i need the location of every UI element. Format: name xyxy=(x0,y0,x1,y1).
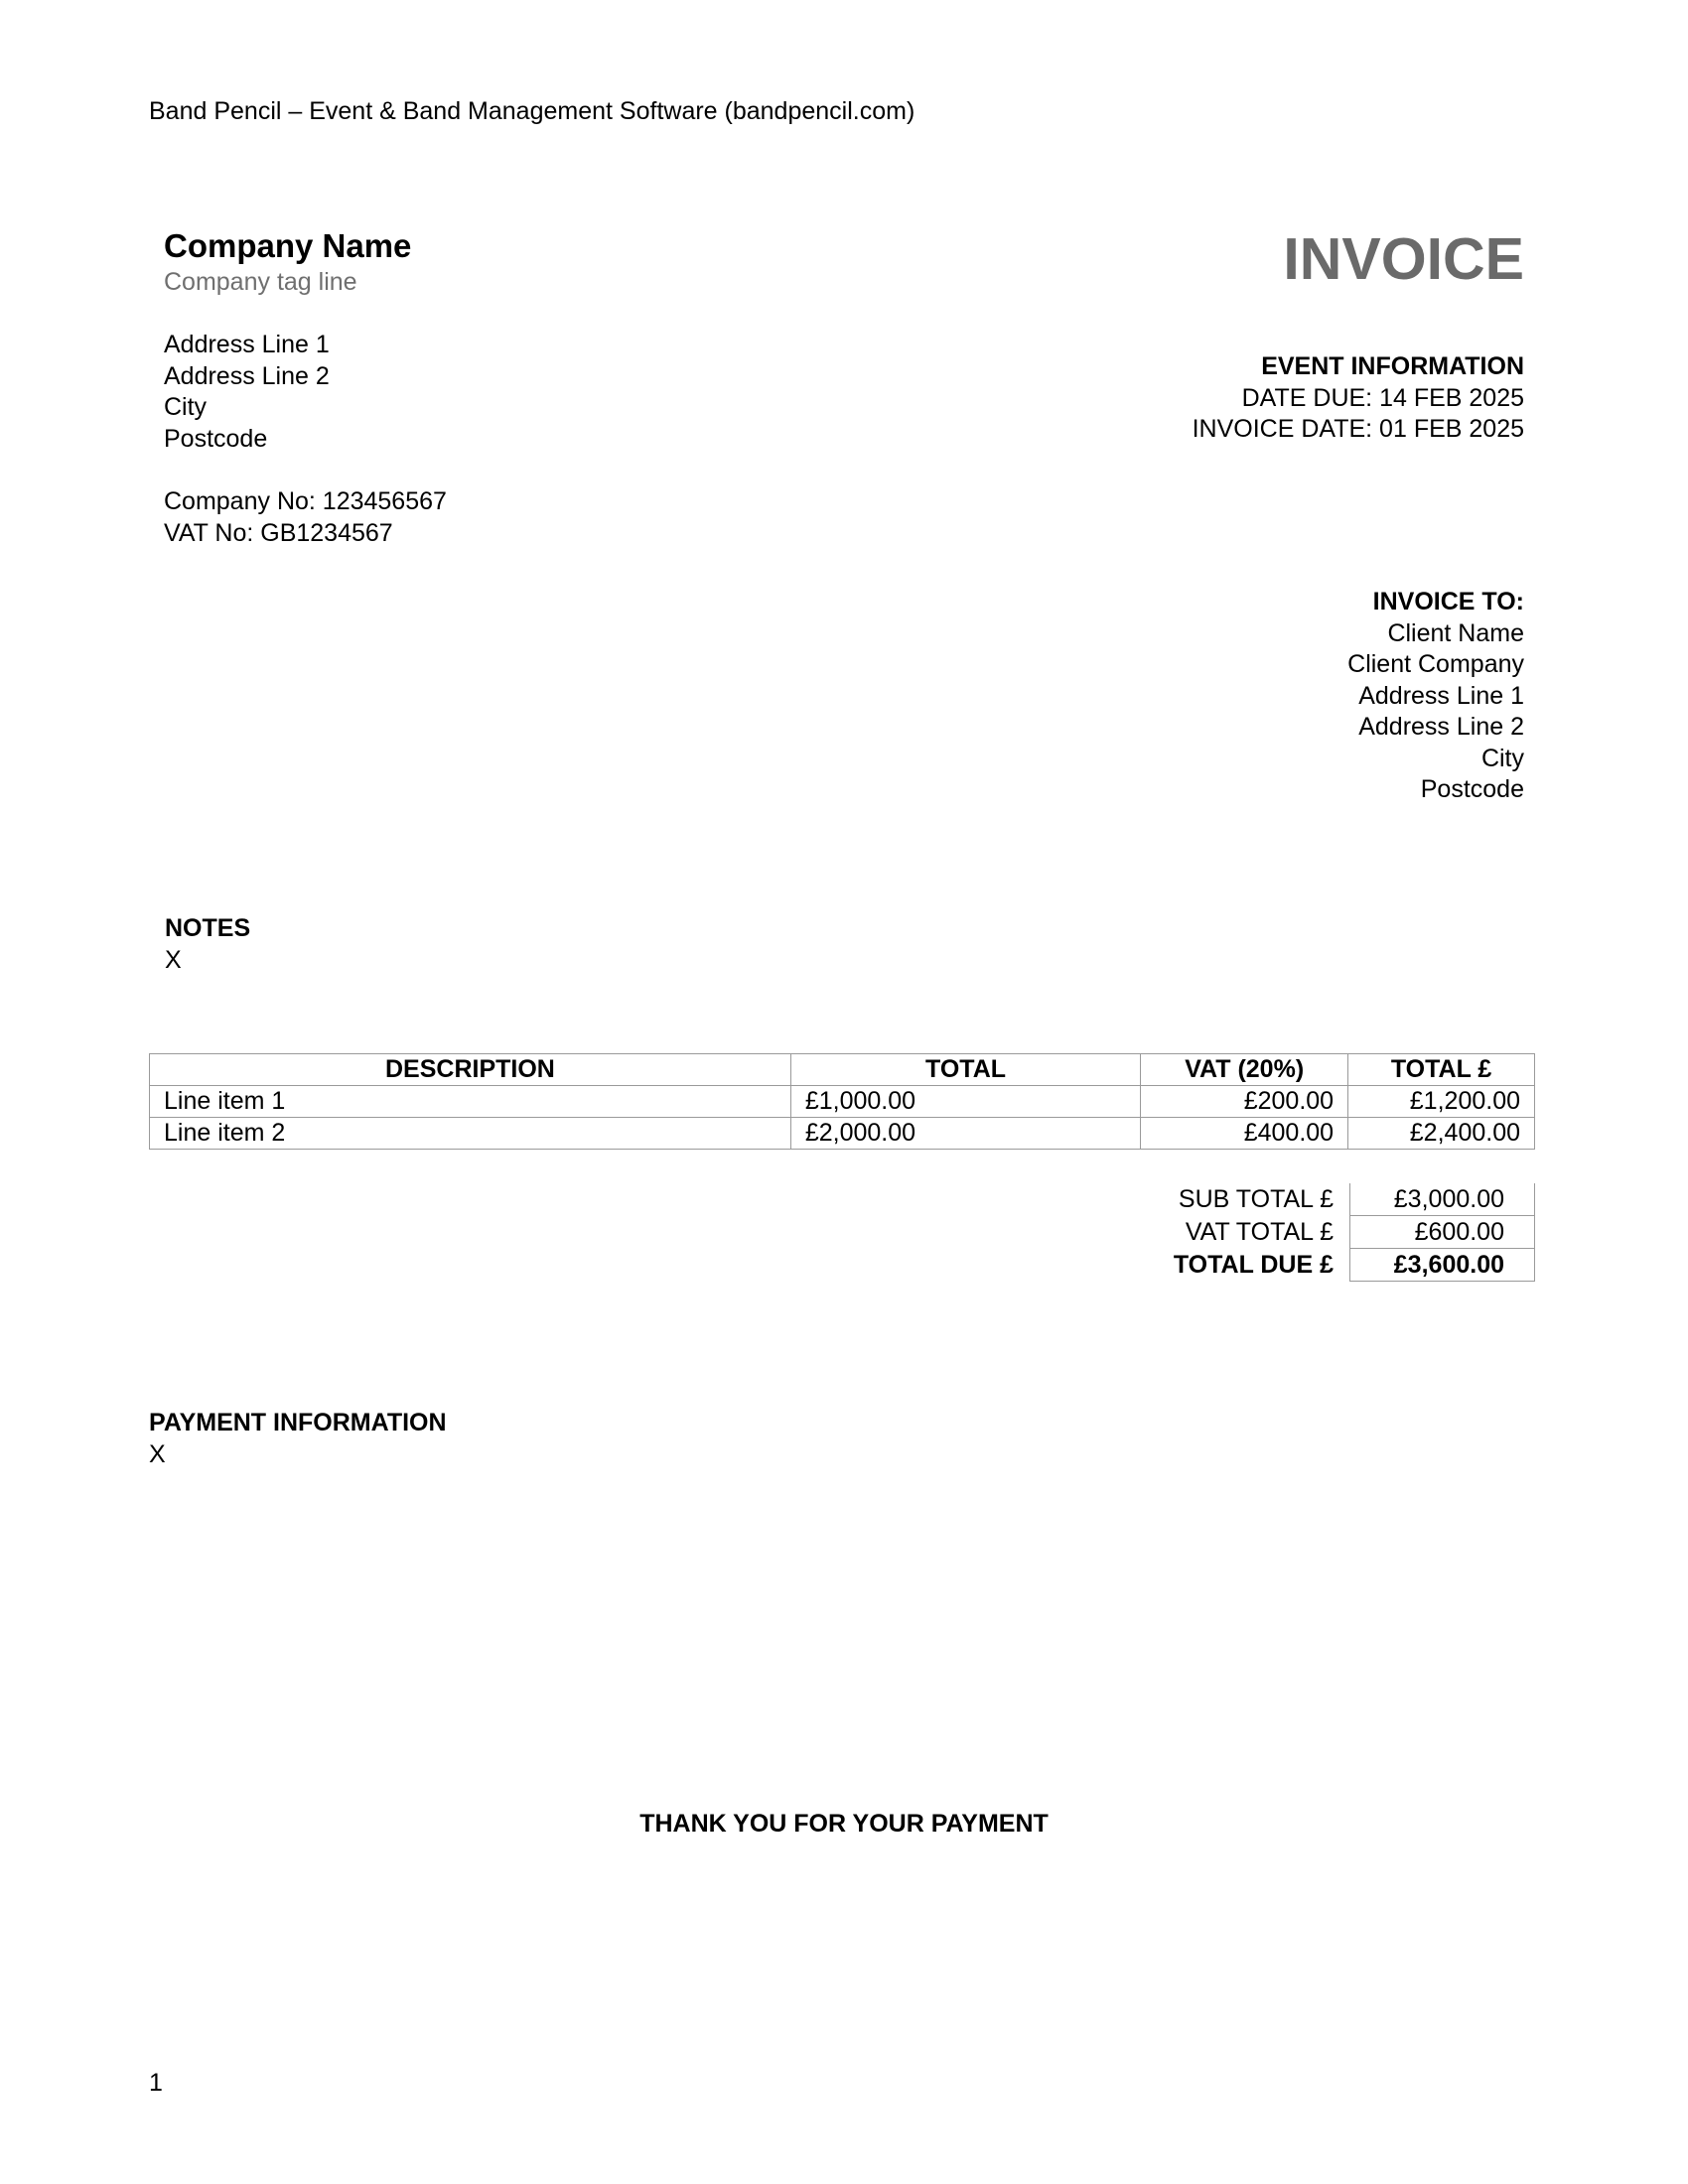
notes-section xyxy=(165,913,250,976)
vat-total-value: £600.00 xyxy=(1349,1216,1535,1249)
line-item-description: Line item 2 xyxy=(150,1118,791,1150)
event-information xyxy=(1193,351,1524,446)
client-company: Client Company xyxy=(1347,650,1524,678)
event-information-heading: EVENT INFORMATION xyxy=(1261,352,1524,380)
line-item-gross: £1,200.00 xyxy=(1348,1086,1535,1118)
line-item-vat: £400.00 xyxy=(1141,1118,1348,1150)
client-name: Client Name xyxy=(1387,618,1524,647)
line-item-gross: £2,400.00 xyxy=(1348,1118,1535,1150)
payment-information-heading: PAYMENT INFORMATION xyxy=(149,1409,447,1436)
payment-information-text: X xyxy=(149,1439,166,1468)
company-address-line-2: Address Line 2 xyxy=(164,361,330,390)
table-row xyxy=(150,1118,1535,1150)
company-number: Company No: 123456567 xyxy=(164,487,447,515)
line-items-table xyxy=(149,1053,1535,1150)
header-vat: VAT (20%) xyxy=(1141,1054,1348,1086)
line-item-description: Line item 1 xyxy=(150,1086,791,1118)
sub-total-row xyxy=(1036,1183,1535,1216)
payment-information xyxy=(149,1408,447,1470)
company-name: Company Name xyxy=(164,227,412,264)
table-row xyxy=(150,1086,1535,1118)
header-total: TOTAL xyxy=(790,1054,1140,1086)
sub-total-label: SUB TOTAL £ xyxy=(1178,1185,1334,1213)
client-address-line-2: Address Line 2 xyxy=(1358,713,1524,741)
invoice-to-heading: INVOICE TO: xyxy=(1372,588,1524,615)
company-details xyxy=(164,226,447,549)
sub-total-value: £3,000.00 xyxy=(1349,1183,1535,1216)
total-due-label: TOTAL DUE £ xyxy=(1173,1251,1334,1279)
company-vat-number: VAT No: GB1234567 xyxy=(164,518,393,547)
header-description: DESCRIPTION xyxy=(150,1054,791,1086)
company-address-line-1: Address Line 1 xyxy=(164,331,330,358)
notes-heading: NOTES xyxy=(165,914,251,942)
invoice-date: INVOICE DATE: 01 FEB 2025 xyxy=(1192,415,1524,443)
line-item-vat: £200.00 xyxy=(1141,1086,1348,1118)
company-city: City xyxy=(164,393,208,421)
invoice-to xyxy=(1347,587,1524,806)
notes-text: X xyxy=(165,945,182,974)
total-due-value: £3,600.00 xyxy=(1349,1249,1535,1282)
total-due-row xyxy=(1036,1249,1535,1282)
client-address-line-1: Address Line 1 xyxy=(1358,681,1524,710)
totals-summary xyxy=(1036,1183,1535,1282)
header-gross-total: TOTAL £ xyxy=(1348,1054,1535,1086)
document-header: Band Pencil – Event & Band Management Software (bandpencil.com) xyxy=(149,97,915,125)
company-tagline: Company tag line xyxy=(164,268,357,296)
vat-total-label: VAT TOTAL £ xyxy=(1185,1218,1334,1246)
table-header-row xyxy=(150,1054,1535,1086)
company-postcode: Postcode xyxy=(164,424,268,453)
vat-total-row xyxy=(1036,1216,1535,1249)
line-item-total: £1,000.00 xyxy=(790,1086,1140,1118)
date-due: DATE DUE: 14 FEB 2025 xyxy=(1241,383,1524,412)
thank-you-message: THANK YOU FOR YOUR PAYMENT xyxy=(639,1810,1049,1838)
client-postcode: Postcode xyxy=(1420,775,1524,803)
page-number: 1 xyxy=(149,2069,163,2097)
invoice-title: INVOICE xyxy=(1283,226,1524,292)
line-item-total: £2,000.00 xyxy=(790,1118,1140,1150)
client-city: City xyxy=(1480,744,1524,772)
